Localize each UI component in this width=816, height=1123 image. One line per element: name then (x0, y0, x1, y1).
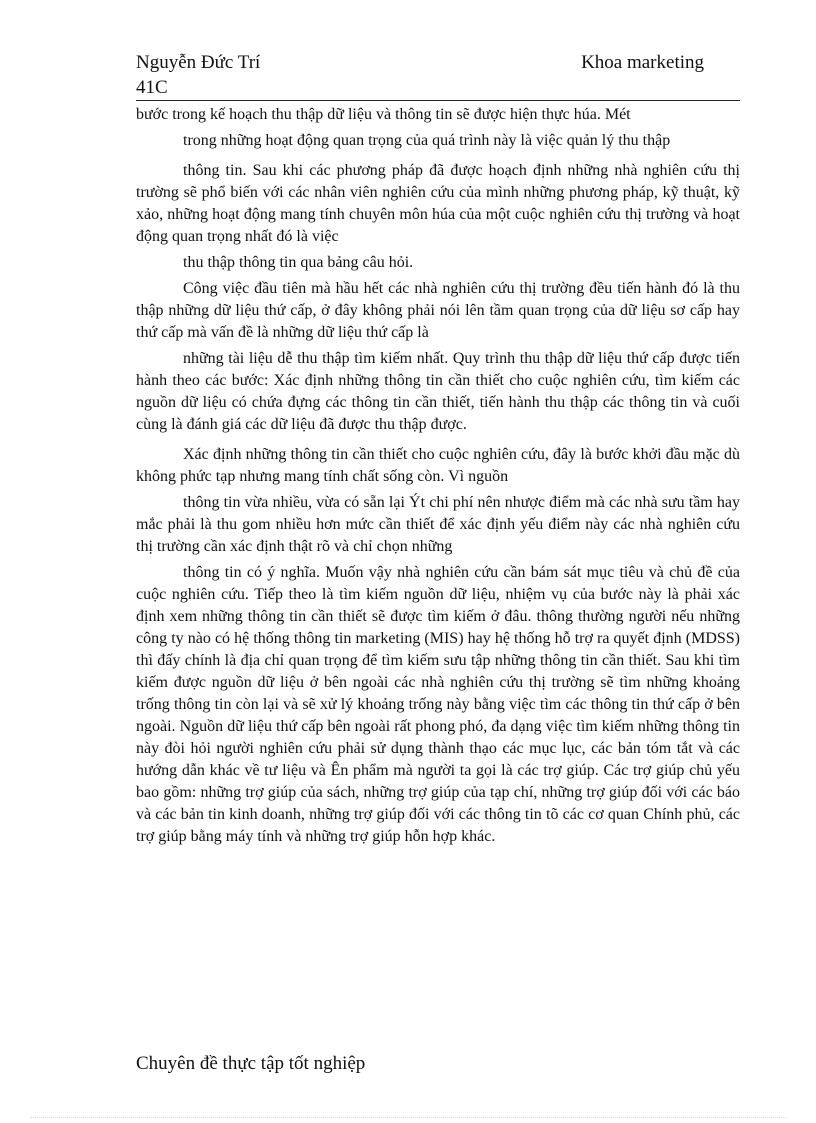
document-body (136, 104, 740, 848)
page-header (136, 48, 740, 101)
paragraph-7: Xác định những thông tin cần thiết cho cuộc nghiên cứu, đây là bước khởi đầu mặc dù không phức tạp nhưng mang tính chất sống còn. Vì nguồn (136, 446, 740, 485)
paragraph-1: bước trong kế hoạch thu thập dữ liệu và thông tin sẽ được hiện thực húa. Mét (136, 106, 631, 123)
paragraph-4: thu thập thông tin qua bảng câu hỏi. (183, 254, 414, 271)
author-class: 41C (136, 77, 168, 98)
paragraph-9: thông tin có ý nghĩa. Muốn vậy nhà nghiên cứu cần bám sát mục tiêu và chủ đề của cuộc nghiên cứu. Tiếp theo là tìm kiếm nguồn dữ liệu, nhiệm vụ của bước này là phải xác định xem những thông tin cần thiết sẽ được tìm kiếm ở đâu. thông thường người nếu những công ty nào có hệ thống thông tin marketing (MIS) hay hệ thống hỗ trợ ra quyết định (MDSS) thì đấy chính là địa chỉ quan trọng để tìm kiếm sưu tập những thông tin cần thiết. Sau khi tìm kiếm được nguồn dữ liệu ở bên ngoài các nhà nghiên cứu thị trường sẽ tìm những khoảng trống thông tin còn lại và sẽ xử lý khoảng trống này bằng việc tìm các thông tin thứ cấp ở bên ngoài. Nguồn dữ liệu thứ cấp bên ngoài rất phong phó, đa dạng việc tìm kiếm những thông tin này đòi hỏi người nghiên cứu phải sử dụng thành thạo các mục lục, các bản tóm tắt và các hướng dẫn khác về tư liệu và Ên phẩm mà người ta gọi là các trợ giúp. Các trợ giúp chủ yếu bao gồm: những trợ giúp của sách, những trợ giúp của tạp chí, những trợ giúp đối với các báo và các bản tin kinh doanh, những trợ giúp đối với các thông tin tõ các cơ quan Chính phủ, các trợ giúp bằng máy tính và những trợ giúp hỗn hợp khác. (136, 564, 740, 845)
paragraph-6: những tài liệu dễ thu thập tìm kiếm nhất. Quy trình thu thập dữ liệu thứ cấp được tiến hành theo các bước: Xác định những thông tin cần thiết cho cuộc nghiên cứu, tìm kiếm các nguồn dữ liệu có chứa đựng các thông tin cần thiết, tiến hành thu thập các thông tin và cuối cùng là đánh giá các dữ liệu đã được thu thập được. (136, 350, 740, 433)
author-name: Nguyễn Đức Trí (136, 52, 261, 73)
author-block (136, 50, 260, 100)
paragraph-8: thông tin vừa nhiều, vừa có sẵn lại Ýt chi phí nên nhược điểm mà các nhà sưu tầm hay mắc phải là thu gom nhiều hơn mức cần thiết để xác định yếu điểm này các nhà nghiên cứu thị trường cần xác định thật rõ và chỉ chọn những (136, 494, 740, 555)
footer-title: Chuyên đề thực tập tốt nghiệp (136, 1053, 366, 1074)
page-bottom-divider (30, 1117, 786, 1118)
paragraph-5: Công việc đầu tiên mà hầu hết các nhà nghiên cứu thị trường đều tiến hành đó là thu thập những dữ liệu thứ cấp, ở đây không phải nói lên tầm quan trọng của dữ liệu sơ cấp hay thứ cấp mà vấn đề là những dữ liệu thứ cấp là (136, 280, 740, 341)
department-label: Khoa marketing (581, 52, 704, 73)
paragraph-3: thông tin. Sau khi các phương pháp đã được hoạch định những nhà nghiên cứu thị trường sẽ phổ biến với các nhân viên nghiên cứu của mình những phương pháp, kỹ thuật, kỹ xảo, những hoạt động mang tính chuyên môn húa của một cuộc nghiên cứu thị trường và hoạt động quan trọng nhất đó là việc (136, 162, 740, 245)
paragraph-2: trong những hoạt động quan trọng của quá trình này là việc quản lý thu thập (183, 132, 671, 149)
